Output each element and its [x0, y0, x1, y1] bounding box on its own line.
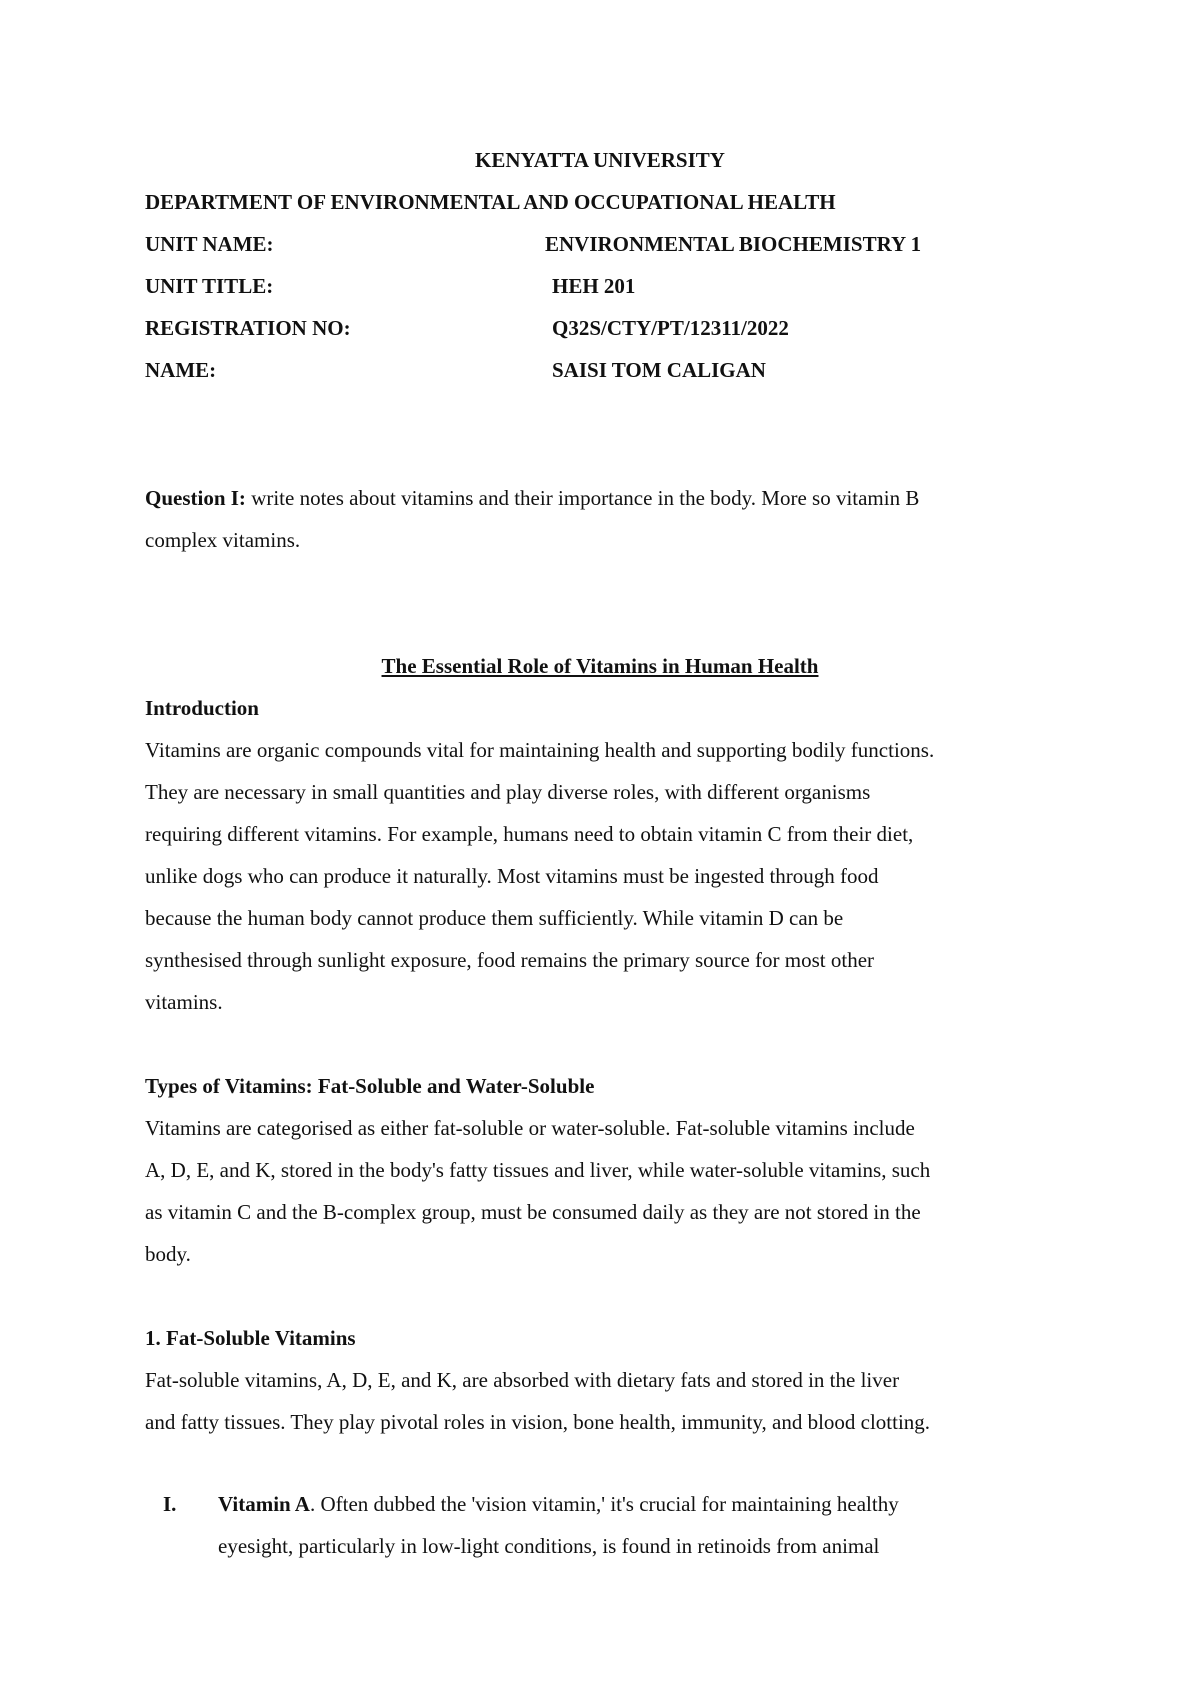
introduction-heading: Introduction: [145, 696, 259, 720]
list-numeral: I.: [163, 1492, 177, 1516]
unit-name-label: UNIT NAME:: [145, 232, 274, 256]
intro-line: requiring different vitamins. For example, humans need to obtain vitamin C from their diet,: [145, 822, 914, 846]
question-line-1: [145, 484, 919, 512]
question-text: write notes about vitamins and their importance in the body. More so vitamin B: [245, 486, 920, 510]
fat-soluble-heading: 1. Fat-Soluble Vitamins: [145, 1326, 356, 1350]
registration-value: Q32S/CTY/PT/12311/2022: [552, 316, 789, 340]
fat-soluble-line: Fat-soluble vitamins, A, D, E, and K, are absorbed with dietary fats and stored in the liver: [145, 1368, 900, 1392]
intro-line: unlike dogs who can produce it naturally. Most vitamins must be ingested through food: [145, 864, 879, 888]
vitamin-a-text: . Often dubbed the 'vision vitamin,' it's crucial for maintaining healthy: [309, 1492, 899, 1516]
intro-line: Vitamins are organic compounds vital for maintaining health and supporting bodily functions.: [145, 738, 935, 762]
types-heading: Types of Vitamins: Fat-Soluble and Water-Soluble: [145, 1074, 595, 1098]
unit-title-label: UNIT TITLE:: [145, 274, 274, 298]
intro-line: vitamins.: [145, 990, 223, 1014]
registration-label: REGISTRATION NO:: [145, 316, 351, 340]
types-line: Vitamins are categorised as either fat-soluble or water-soluble. Fat-soluble vitamins include: [145, 1116, 915, 1140]
types-line: A, D, E, and K, stored in the body's fatty tissues and liver, while water-soluble vitamins, such: [145, 1158, 931, 1182]
vitamin-a-line-1: [218, 1490, 899, 1518]
department-name: DEPARTMENT OF ENVIRONMENTAL AND OCCUPATIONAL HEALTH: [145, 190, 836, 214]
vitamin-a-line-2: eyesight, particularly in low-light conditions, is found in retinoids from animal: [218, 1534, 880, 1558]
unit-title-value: HEH 201: [552, 274, 636, 298]
fat-soluble-line: and fatty tissues. They play pivotal roles in vision, bone health, immunity, and blood clotting.: [145, 1410, 931, 1434]
question-label: Question I:: [145, 486, 246, 510]
unit-name-value: ENVIRONMENTAL BIOCHEMISTRY 1: [545, 232, 922, 256]
intro-line: synthesised through sunlight exposure, food remains the primary source for most other: [145, 948, 875, 972]
name-label: NAME:: [145, 358, 217, 382]
question-line-2: complex vitamins.: [145, 528, 301, 552]
intro-line: because the human body cannot produce them sufficiently. While vitamin D can be: [145, 906, 844, 930]
essay-title: The Essential Role of Vitamins in Human Health: [381, 654, 819, 678]
intro-line: They are necessary in small quantities and play diverse roles, with different organisms: [145, 780, 871, 804]
university-name: KENYATTA UNIVERSITY: [475, 148, 725, 172]
types-line: as vitamin C and the B-complex group, must be consumed daily as they are not stored in the: [145, 1200, 921, 1224]
name-value: SAISI TOM CALIGAN: [552, 358, 766, 382]
types-line: body.: [145, 1242, 191, 1266]
vitamin-a-label: Vitamin A: [218, 1492, 310, 1516]
